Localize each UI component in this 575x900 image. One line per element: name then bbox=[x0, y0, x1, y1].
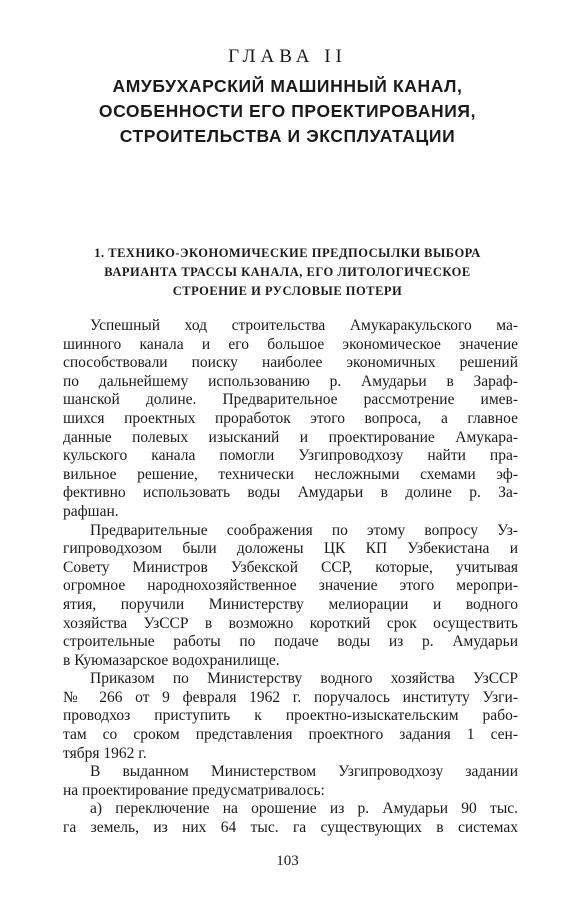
text-line: Предварительные соображения по этому вопросу Уз- bbox=[90, 521, 518, 539]
text-line: шанской долине. Предварительное рассмотрение имев- bbox=[63, 391, 518, 409]
text-line: в Куюмазарское водохранилище. bbox=[63, 651, 280, 669]
text-line: № 266 от 9 февраля 1962 г. поручалось институту Узги- bbox=[63, 688, 518, 706]
section-title bbox=[40, 244, 535, 301]
text-line: по дальнейшему использованию р. Амударьи в Зараф- bbox=[63, 372, 518, 390]
text-line: данные полевых изысканий и проектирование Амукара- bbox=[63, 428, 518, 446]
text-line: хозяйства УзССР в возможно короткий срок осуществить bbox=[63, 614, 518, 632]
text-line: а) переключение на орошение из р. Амударьи 90 тыс. bbox=[90, 800, 518, 818]
text-line: огромное народнохозяйственное значение этого меропри- bbox=[63, 577, 518, 595]
text-line: строительные работы по подаче воды из р. Амударьи bbox=[63, 633, 518, 651]
chapter-title-line: СТРОИТЕЛЬСТВА И ЭКСПЛУАТАЦИИ bbox=[119, 126, 456, 146]
text-line: там со сроком представления проектного задания 1 сен- bbox=[63, 726, 518, 744]
text-line: тября 1962 г. bbox=[63, 744, 147, 762]
text-line: способствовали поиску наиболее экономичных решений bbox=[63, 354, 518, 372]
section-title-line: 1. ТЕХНИКО-ЭКОНОМИЧЕСКИЕ ПРЕДПОСЫЛКИ ВЫБОРА bbox=[94, 246, 481, 260]
text-line: ятия, поручили Министерству мелиорации и водного bbox=[63, 595, 518, 613]
text-line: В выданном Министерством Узгипроводхозу задании bbox=[90, 763, 518, 781]
text-line: шинного канала и его большое экономическое значение bbox=[63, 335, 518, 353]
text-line: вильное решение, технически несложными схемами эф- bbox=[63, 465, 518, 483]
text-line: рафшан. bbox=[63, 502, 119, 520]
section-title-line: СТРОЕНИЕ И РУСЛОВЫЕ ПОТЕРИ bbox=[172, 284, 403, 298]
text-line: Совету Министров Узбекской ССР, которые, учитывая bbox=[63, 558, 518, 576]
text-line: га земель, из них 64 тыс. га существующих в системах bbox=[63, 819, 518, 837]
text-line: кульского канала помогли Узгипроводхозу найти пра- bbox=[63, 447, 518, 465]
text-line: фективно использовать воды Амударьи в долине р. За- bbox=[63, 484, 518, 502]
chapter-label: ГЛАВА II bbox=[228, 46, 347, 67]
body-text bbox=[63, 317, 518, 838]
chapter-title-line: АМУБУХАРСКИЙ МАШИННЫЙ КАНАЛ, bbox=[112, 76, 463, 96]
text-line: на проектирование предусматривалось: bbox=[63, 781, 325, 799]
chapter-title-line: ОСОБЕННОСТИ ЕГО ПРОЕКТИРОВАНИЯ, bbox=[98, 101, 477, 121]
section-title-line: ВАРИАНТА ТРАССЫ КАНАЛА, ЕГО ЛИТОЛОГИЧЕСКОЕ bbox=[104, 265, 471, 279]
text-line: шихся проектных проработок этого вопроса, а главное bbox=[63, 409, 518, 427]
text-line: проводхоз приступить к проектно-изыскательским рабо- bbox=[63, 707, 518, 725]
text-line: Успешный ход строительства Амукаракульского ма- bbox=[90, 317, 518, 334]
text-line: Приказом по Министерству водного хозяйства УзССР bbox=[90, 670, 518, 688]
text-line: гипроводхозом были доложены ЦК КП Узбекистана и bbox=[63, 540, 518, 558]
chapter-title bbox=[30, 74, 545, 149]
page-number: 103 bbox=[276, 853, 299, 869]
